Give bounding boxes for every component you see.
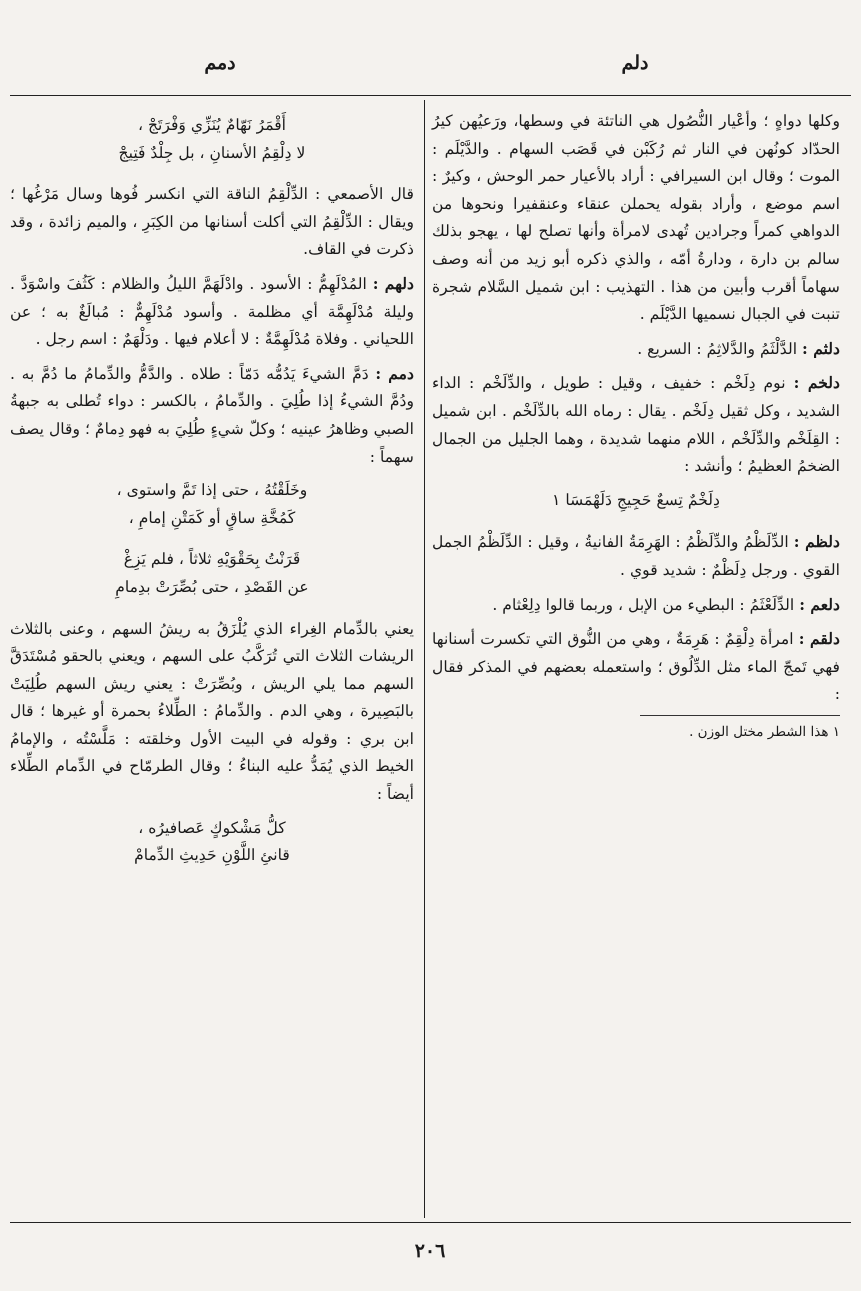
column-divider bbox=[424, 100, 425, 1218]
entry-keyword: دلخم : bbox=[793, 373, 840, 393]
entry-dmm: دمم : دَمَّ الشيءَ يَدُمُّه دَمّاً : طلاه . والدَّمُّ والدِّمامُ ما دُمَّ به . ودُمَّ الشيءُ إذا طُلِيَ . والدِّمامُ ، بالكسر : دواء تُطلى به جبهةُ الصبي وظاهرُ عينيه ؛ وكلّ شيءٍ طُلِيَ به فهو دِمامٌ ؛ وقال يصف سهماً : bbox=[10, 363, 414, 466]
entry-dlzm: دلظم : الدِّلَظْمُ والدِّلَظْمُ : الهَرِمَةُ الفانيةُ ، وقيل : الدِّلَظْمُ الجمل القوي . ورجل دِلَظْمٌ : شديد قوي . bbox=[432, 532, 840, 579]
entry-dlqm: دلقم : امرأة دِلْقِمٌ : هَرِمَةٌ ، وهي من النُّوق التي تكسرت أسنانها فهي تَمجّ الماء مثل الدِّلُوق ؛ واستعمله بعضهم في المذكر فقال : bbox=[432, 629, 840, 704]
entry-dlhm: دلهم : المُدْلَهِمُّ : الأسود . وادْلَهَمَّ الليلُ والظلام : كَثُفَ واسْوَدَّ . وليلة مُدْلَهِمَّة أي مظلمة . وأسود مُدْلَهِمٌّ : مُبالَغٌ به ؛ عن اللحياني . وفلاة مُدْلَهِمَّةٌ : لا أعلام فيها . ودَلْهَمٌ : اسم رجل . bbox=[10, 273, 414, 349]
left-column-headword: دمم bbox=[204, 52, 236, 74]
top-rule bbox=[10, 95, 851, 96]
verse: قَرَنْتُ بِحَقْوَيْهِ ثلاثاً ، فلم يَزِغْ عن القَصْدِ ، حتى بُصِّرَتْ بدِمامِ bbox=[115, 550, 309, 596]
verse: أَقْمَرُ نَهّامٌ يُنَزِّي وَفْرَتَجْ ، لا دِلْقِمُ الأسنانِ ، بل جِلْدٌ فَتِيجْ bbox=[118, 116, 306, 162]
verse: وخَلَقْتُهُ ، حتى إذا تَمَّ واستوى ، كَمُخَّةِ ساقٍ أو كَمَتْنِ إمامِ ، bbox=[116, 481, 308, 527]
entry-dlthm: دلثم : الدَّلْثَمُ والدَّلاثِمُ : السريع . bbox=[637, 338, 840, 358]
left-column bbox=[10, 108, 414, 884]
entry-continuation: وكلها دواهٍ ؛ وأعْيار النُّصُول هي الناتئة في وسطها، ورَعيُهن كيرُ الحدّاد كونُهن في النار ثم رُكَبْن في قَصَب السهام . والدَّيْلَم : الموت ؛ وقال ابن السيرافي : أراد بالأعيار حمر الوحش ، وكيرٌ : اسم موضع ، وأراد بقوله يحملن عنقاء وعنقفيرا ونحوها من الدواهي كمراً وجرادين تُهدى لامرأة وأنها تصلح لها ، يهجو بذلك سالم بن دارة ، ودارةُ أمّه ، والذي ذكره أبو زيد من أنه وصف سهاماً أقرب وأبين من هذا . التهذيب : ابن شميل السَّلام شجرة تنبت في الجبال نسميها الدَّيْلَم . bbox=[432, 112, 840, 324]
right-column bbox=[432, 108, 840, 742]
entry-keyword: دلقم : bbox=[798, 629, 840, 649]
page-number: ٢٠٦ bbox=[414, 1240, 446, 1262]
verse: كلُّ مَشْكوكٍ عَصافيرُه ، قانئِ اللَّوْنِ حَدِيثِ الدِّمامْ bbox=[134, 818, 290, 865]
right-column-headword: دلم bbox=[621, 52, 649, 74]
footnote-rule bbox=[640, 715, 840, 716]
verse: دِلَخْمٌ تِسعٌ حَجِيجِ دَلَهْمَسَا ١ bbox=[552, 490, 720, 509]
entry-keyword: دلعم : bbox=[799, 594, 840, 614]
entry-dlam: دلعم : الدِّلَعْثَمُ : البطيء من الإبل ، وربما قالوا دِلِعْثام . bbox=[492, 594, 840, 614]
entry-keyword: دلهم : bbox=[372, 273, 414, 293]
entry-keyword: دلظم : bbox=[793, 532, 840, 552]
entry-commentary: يعني بالدِّمام الغِراء الذي يُلْزَقُ به ريشُ السهم ، وعنى بالثلاث الريشات الثلاث التي تُرَكَّبُ على السهم ، ويعني بالحقو مُسْتَدَقَّ السهم مما يلي الريش ، وبُصِّرَتْ : يعني ريش السهم طُلِيَتْ بالبَصِيرة ، وهي الدم . والدِّمامُ : الطِّلاءُ بحمرة أو غيرها ؛ قال ابن بري : وقوله في البيت الأول وخلقته : مَلَّسْتُه ، والإمامُ الخيط الذي يُمَدُّ عليه البناءُ ؛ وقال الطرمّاح في الدِّمام الطِّلاء أيضاً : bbox=[10, 619, 414, 804]
entry-continuation: قال الأصمعي : الدِّلْقِمُ الناقة التي انكسر فُوها وسال مَرْغُها ؛ ويقال : الدِّلْقِمُ التي أكلت أسنانها من الكِبَرِ ، والميم زائدة ، وقد ذكرت في القاف. bbox=[10, 185, 414, 259]
bottom-rule bbox=[10, 1222, 851, 1223]
entry-dlkhm: دلخم : نوم دِلَخْم : خفيف ، وقيل : طويل ، والدِّلَخْم : الداء الشديد ، وكل ثقيل دِلَخْم . يقال : رماه الله بالدِّلَخْم . ابن شميل : القِلَخْم والدِّلَخْم ، اللام منهما شديدة ، وهما الجليل من الجمال الضخمُ العظيمُ ؛ وأنشد : bbox=[432, 373, 840, 476]
entry-keyword: دمم : bbox=[375, 363, 414, 383]
footnote: ١ هذا الشطر مختل الوزن . bbox=[689, 723, 840, 740]
entry-keyword: دلثم : bbox=[802, 338, 840, 358]
